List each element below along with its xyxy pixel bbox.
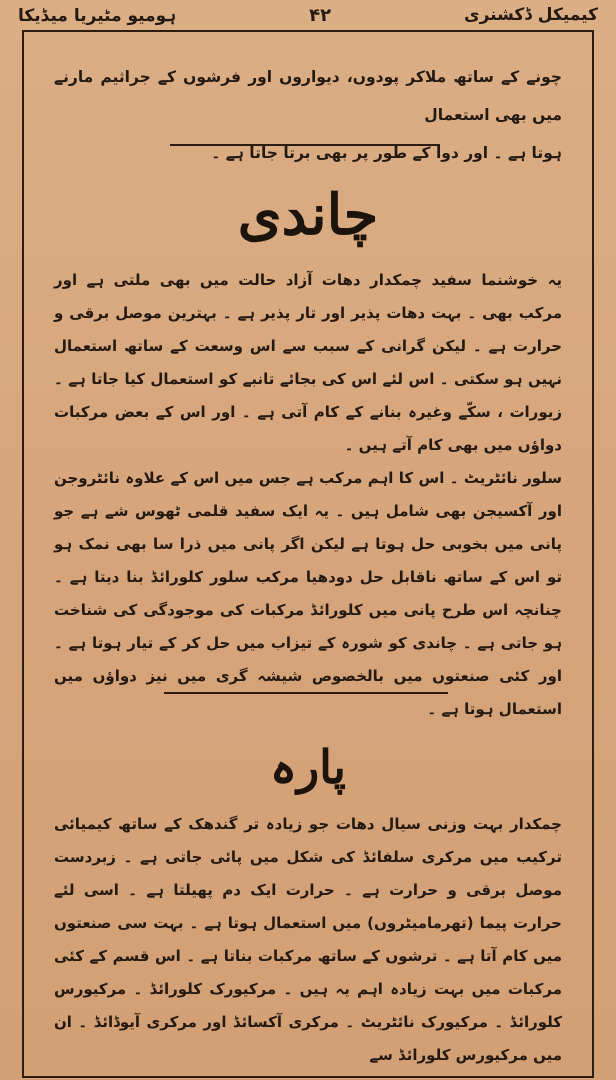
silver-title: چاندی	[237, 182, 379, 248]
silver-paragraph: یہ خوشنما سفید چمکدار دھات آزاد حالت میں بھی ملتی ہے اور مرکب بھی ۔ بہت دھات پذیر اور تار پذیر ہے ۔ بہترین موصل برقی و حرارت ہے ۔ لیکن گرانی کے سبب سے اس وسعت کے ساتھ استعمال نہیں ہو سکتی ۔ اس لئے اس کی بجائے تانبے کو استعمال کیا جاتا ہے ۔ زیورات ، سکّے وغیرہ بنانے کے کام آتی ہے ۔ اور اس کے بعض مرکبات دواؤں میں بھی کام آتے ہیں ۔	[54, 271, 562, 454]
page-frame	[22, 30, 594, 1078]
intro-line: ہوتا ہے ۔ اور دوا کے طور پر بھی برتا جاتا ہے ۔	[211, 144, 562, 162]
intro-underline	[170, 144, 440, 146]
mercury-section	[54, 808, 562, 1068]
section-divider	[164, 692, 448, 694]
intro-line: چونے کے ساتھ ملاکر پودوں، دیواروں اور فرشوں کے جراثیم مارنے میں بھی استعمال	[54, 68, 562, 124]
header-book-title: ہومیو مٹیریا میڈیکا	[18, 5, 177, 26]
mercury-title: پارہ	[270, 740, 346, 794]
page-header	[18, 2, 598, 28]
silver-section	[54, 264, 562, 718]
mercury-paragraph: چمکدار بہت وزنی سیال دھات جو زیادہ تر گندھک کے ساتھ کیمیائی ترکیب میں مرکری سلفائڈ کی شکل میں پائی جاتی ہے ۔ زبردست موصل برقی و حرارت ہے ۔ حرارت ایک دم پھیلتا ہے ۔ اسی لئے حرارت پیما (تھرمامیٹروں) میں استعمال ہوتا ہے ۔ بہت سی صنعتوں میں کام آتا ہے ۔ ترشوں کے ساتھ مرکبات بناتا ہے ۔ اس قسم کے کئی مرکبات میں بہت زیادہ اہم یہ ہیں ۔ مرکیورک کلورائڈ ۔ مرکیورس کلورائڈ ۔ مرکیورک نائٹریٹ ۔ مرکری آکسائڈ اور مرکری آیوڈائڈ ۔ ان میں مرکیورس کلورائڈ سے	[54, 815, 562, 1064]
intro-text	[54, 58, 562, 172]
silver-paragraph: سلور نائٹریٹ ۔ اس کا اہم مرکب ہے جس میں اس کے علاوہ نائٹروجن اور آکسیجن بھی شامل ہیں ۔ یہ ایک سفید قلمی ٹھوس شے ہے جو پانی میں بخوبی حل ہوتا ہے لیکن اگر پانی میں ذرا سا بھی نمک ہو تو اس کے ساتھ ناقابل حل دودھیا مرکب سلور کلورائڈ بنا دیتا ہے ۔ چنانچہ اس طرح پانی میں کلورائڈ مرکبات کی موجودگی کی شناخت ہو جاتی ہے ۔ چاندی کو شورہ کے تیزاب میں حل کر کے تیار ہوتا ہے ۔ اور کئی صنعتوں میں بالخصوص شیشہ گری میں نیز دواؤں میں استعمال ہوتا ہے ۔	[54, 469, 562, 718]
header-section: کیمیکل ڈکشنری	[464, 5, 598, 25]
page-number: ۴۲	[309, 4, 332, 26]
